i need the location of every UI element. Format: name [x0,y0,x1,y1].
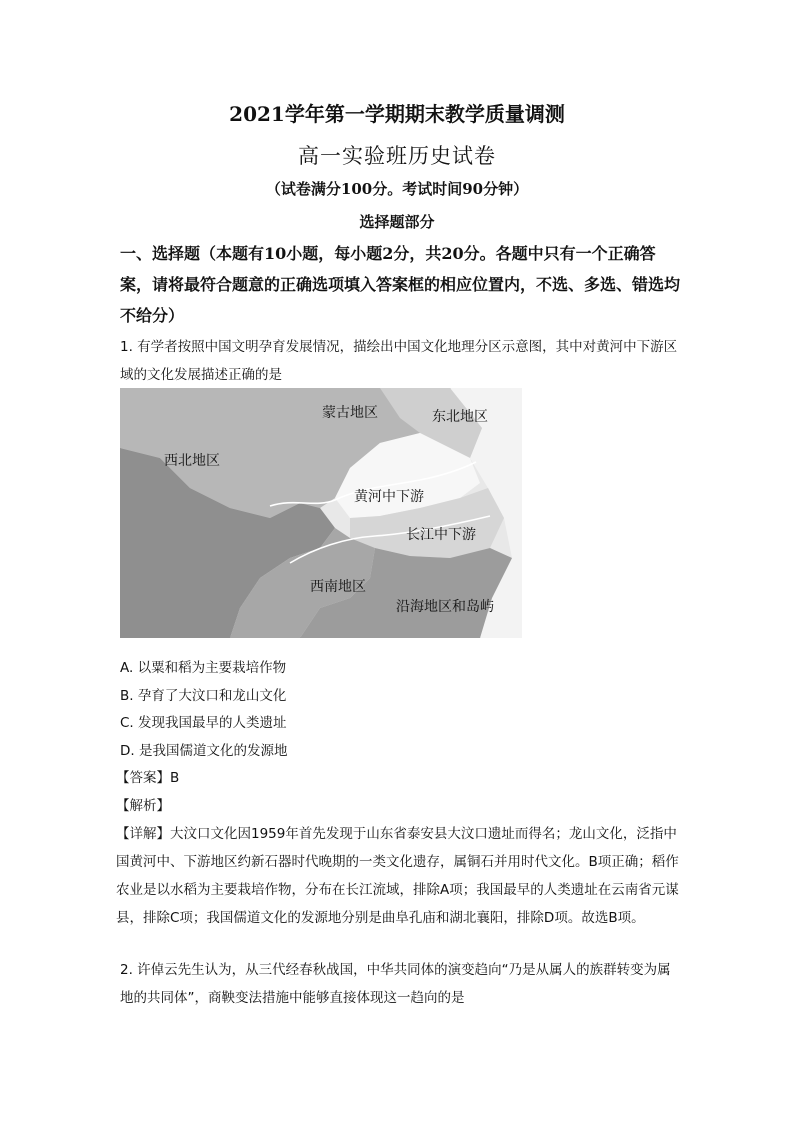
question-2-stem: 2. 许倬云先生认为，从三代经春秋战国，中华共同体的演变趋向“乃是从属人的族群转变为属地的共同体”，商鞅变法措施中能够直接体现这一趋向的是 [120,962,671,1006]
question-1-options [120,655,680,765]
detail-explanation [116,820,682,932]
culture-region-map [120,388,522,638]
exam-title: 2021学年第一学期期末教学质量调测 [229,102,565,126]
map-label-yangtze: 长江中下游 [406,527,476,543]
option-b: B. 孕育了大汶口和龙山文化 [120,687,287,704]
map-label-southwest: 西南地区 [310,579,366,595]
map-label-mongolia: 蒙古地区 [322,405,378,421]
answer-label: 【答案】 [116,770,170,786]
option-a: A. 以粟和稻为主要栽培作物 [120,660,287,676]
part-heading: 选择题部分 [359,213,435,231]
option-d: D. 是我国儒道文化的发源地 [120,742,288,759]
map-label-yellow-river: 黄河中下游 [354,489,424,505]
detail-label: 【详解】 [116,826,170,842]
question-1-stem: 1. 有学者按照中国文明孕育发展情况，描绘出中国文化地理分区示意图，其中对黄河中下游区域的文化发展描述正确的是 [120,339,678,383]
analysis-label: 【解析】 [116,798,170,814]
answer-value: B [170,770,180,786]
exam-note: （试卷满分100分。考试时间90分钟） [265,180,529,198]
detail-text: 大汶口文化因1959年首先发现于山东省泰安县大汶口遗址而得名；龙山文化，泛指中国黄河中、下游地区约新石器时代晚期的一类文化遗存，属铜石并用时代文化。B项正确；稻作农业是以水稻为主要栽培作物，分布在长江流域，排除A项；我国最早的人类遗址在云南省元谋县，排除C项；我国儒道文化的发源地分别是曲阜孔庙和湖北襄阳，排除D项。故选B项。 [116,826,679,926]
answer-line [116,764,179,792]
exam-subtitle: 高一实验班历史试卷 [298,144,496,168]
map-label-northeast: 东北地区 [432,409,488,425]
section-heading: 一、选择题（本题有10小题，每小题2分，共20分。各题中只有一个正确答案，请将最符合题意的正确选项填入答案框的相应位置内，不选、多选、错选均不给分） [120,244,681,325]
map-label-coastal: 沿海地区和岛屿 [396,599,494,615]
option-c: C. 发现我国最早的人类遗址 [120,715,287,731]
map-label-northwest: 西北地区 [164,453,220,469]
